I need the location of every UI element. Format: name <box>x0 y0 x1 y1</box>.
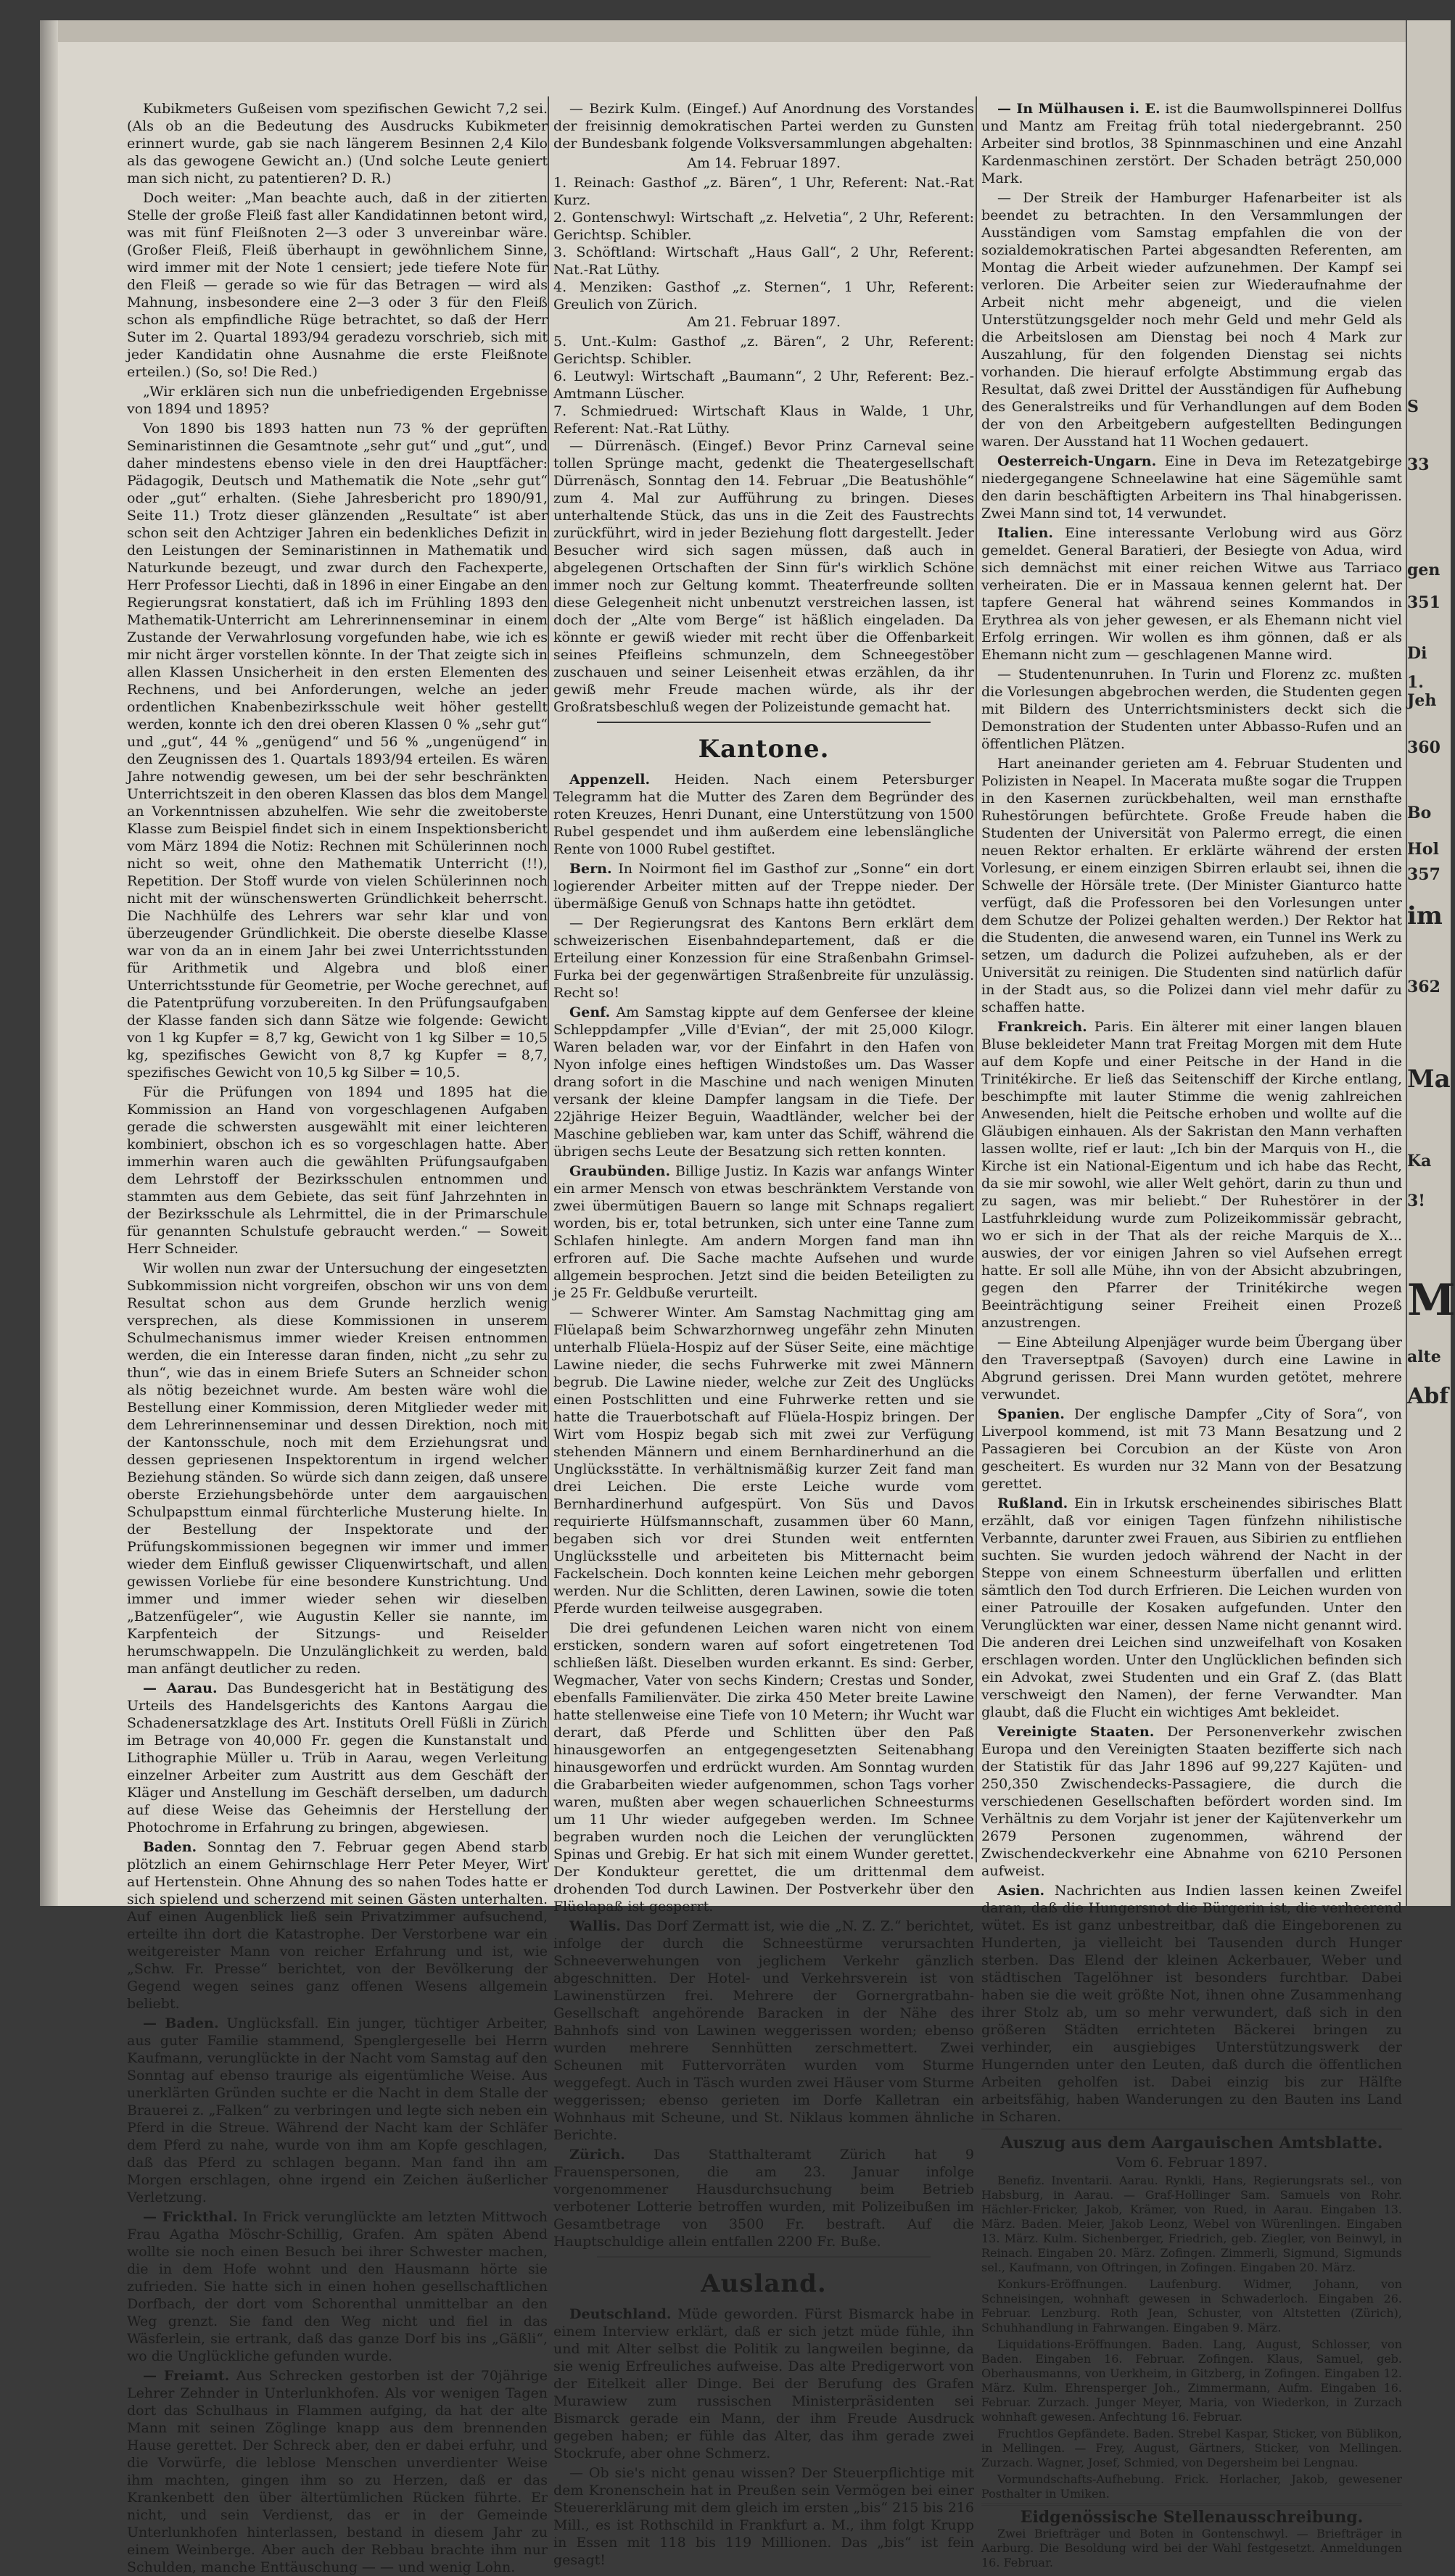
news-text: Nachrichten aus Indien lassen keinen Zweifel daran, daß die Hungersnot die Bürgerin ist, die verheerend wütet. Es ist ganz unbestreitbar, daß die Eingeborenen zu Hunderten, ja vielleicht bei Tausenden durch Hunger sterben. Das Elend der kleinen Ackerbauer, Weber und städtischen Tagelöhner ist besonders furchtbar. Dabei haben sie die weit größte Not, ihnen ohne Zusammenhang ihrer Stolz ab, um so mehr verwundert, daß sich in den größeren Städten errichteten Bäckerei bringen zu verhinder, ein ausgiebiges Unterstützungswerk der Hungernden unter den Leuten, daß durch die öffentlichen Arbeiten geholfen ist. Dabei einzig bis zur Hälfte arbeitsfähig, haben Wanderungen zu den Bauten ins Land in Scharen. <box>981 1883 1402 2125</box>
amtsblatt-entry: Vormundschafts-Aufhebung. Frick. Horlacher, Jakob, gewesener Posthalter in Umiken. <box>981 2472 1402 2501</box>
edge-fragment: Di <box>1407 644 1427 663</box>
news-text: Paris. Ein älterer mit einer langen blauen Bluse bekleideter Mann trat Freitag Morgen mit dem Hute auf dem Kopfe und einer Peitsche in der Hand in die Trinitékirche. Er ließ das Seitenschiff der Kirche entlang, beschimpfte mit lauter Stimme die wenig zahlreichen Anwesenden, hielt die Peitsche erhoben und wollte auf die Gläubigen einhauen. Als der Sakristan den Mann verhaften lassen wollte, rief er laut: „Ich bin der Marquis von H., die Kirche ist ein National-Eigentum und ich habe das Recht, da sie mir sowohl, wie aller Welt gehört, darin zu thun und zu sagen, was mir beliebt.“ Der Ruhestörer in der Lastfuhrkleidung wurde zum Polizeikommissär gebracht, wo er sich in der That als der reiche Marquis de X... auswies, der vor einigen Jahren so viel Aufsehen erregt hatte. Er soll alle Mühe, ihn von der Absicht abzubringen, gegen den Pfarrer der Trinitékirche wegen Beeinträchtigung seiner Freiheit einen Prozeß anzustrengen. <box>981 1019 1402 1331</box>
section-divider <box>597 722 931 723</box>
news-item <box>981 100 1402 187</box>
edge-fragment: 3! <box>1407 1192 1425 1210</box>
news-item <box>981 755 1402 1016</box>
meeting-item: 6. Leutwyl: Wirtschaft „Baumann“, 2 Uhr, Referent: Bez.-Amtmann Lüscher. <box>553 368 974 402</box>
news-title: — Freiamt. <box>143 2368 230 2384</box>
meeting-item: 5. Unt.-Kulm: Gasthof „z. Bären“, 2 Uhr, Referent: Gerichtsp. Schibler. <box>553 334 974 367</box>
news-title: — Aarau. <box>143 1680 218 1696</box>
news-title: — In Mülhausen i. E. <box>997 101 1161 117</box>
meeting-item: 4. Menziken: Gasthof „z. Sternen“, 1 Uhr, Referent: Greulich von Zürich. <box>553 279 974 313</box>
news-item <box>553 1304 974 1617</box>
news-item <box>981 1018 1402 1332</box>
news-title: Baden. <box>143 1839 197 1855</box>
news-item <box>127 1838 548 2012</box>
news-item <box>981 1723 1402 1880</box>
edge-fragment: Abf <box>1407 1384 1449 1409</box>
section-divider <box>597 2256 931 2258</box>
news-text: — Der Regierungsrat des Kantons Bern erklärt dem schweizerischen Eisenbahndepartement, daß er die Erteilung einer Konzession für eine Straßenbahn Grimsel-Furka bei der gegenwärtigen Straßenbreite für unzulässig. Recht so! <box>553 915 974 1001</box>
paragraph: „Wir erklären sich nun die unbefriedigenden Ergebnisse von 1894 und 1895? <box>127 384 548 417</box>
meeting-item: 1. Reinach: Gasthof „z. Bären“, 1 Uhr, Referent: Nat.-Rat Kurz. <box>553 175 974 208</box>
news-item <box>981 453 1402 522</box>
news-title: — Baden. <box>143 2015 219 2031</box>
news-title: Wallis. <box>569 1918 621 1934</box>
news-item <box>553 1917 974 2144</box>
news-text: Aus Schrecken gestorben ist der 70jährige Lehrer Zehnder in Unterlunkhofen. Als vor wenigen Tagen dort das Schulhaus in Flammen aufging, da hat der alte Mann mit seinen Zöglinge knapp aus dem brennenden Hause gerettet. Der Schreck aber, den er dabei erfuhr, und die Vorwürfe, die leblose Menschen unverdienter Weise ihm machten, gingen ihm so zu Herzen, daß er das Krankenbett den über ältertümlichen Rücken führte. Er nicht, und sein Verdienst, das er in der Gemeinde Unterlunkhofen hinterlassen, bestand in diesem Jahr zu einem Weinberge. Aber auch der Rebbau brachte ihm nur Schulden, manche Enttäuschung — — und wenig Lohn. <box>127 2368 548 2575</box>
news-text: In Noirmont fiel im Gasthof zur „Sonne“ ein dort logierender Arbeiter mitten auf der Treppe nieder. Der übermäßige Genuß von Schnaps hatte ihn getödtet. <box>553 861 974 912</box>
news-title: Graubünden. <box>569 1163 671 1179</box>
news-text: — Eine Abteilung Alpenjäger wurde beim Übergang über den Traverseptpaß (Savoyen) durch eine Lawine in Abgrund gerissen. Drei Mann wurden getötet, mehrere verwundet. <box>981 1334 1402 1403</box>
edge-fragment: M <box>1407 1275 1455 1326</box>
column-rule <box>976 96 977 1862</box>
edge-fragment: Jeh <box>1407 691 1437 710</box>
meeting-item: 2. Gontenschwyl: Wirtschaft „z. Helvetia“, 2 Uhr, Referent: Gerichtsp. Schibler. <box>553 210 974 243</box>
news-item <box>127 2208 548 2365</box>
edge-fragment: S <box>1407 397 1419 416</box>
edge-fragment: Hol <box>1407 840 1439 859</box>
news-title: Deutschland. <box>569 2306 672 2322</box>
paragraph: Von 1890 bis 1893 hatten nun 73 % der geprüften Seminaristinnen die Gesamtnote „sehr gut“ und „gut“, und daher mindestens ebenso viele in den drei Hauptfächer: Pädagogik, Deutsch und Mathematik die Note „sehr gut“ oder „gut“ erhalten. (Siehe Jahresbericht pro 1890/91, Seite 11.) Trotz dieser glänzenden „Resultate“ ist aber schon seit den Achtziger Jahren ein bedenkliches Defizit in den Leistungen der Seminaristinnen in Mathematik und Naturkunde bezeugt, und zwar durch den Fachexperte, Herr Professor Liechti, daß in 1896 in einer Eingabe an den Regierungsrat konstatiert, daß ich im Frühling 1893 den Mathematik-Unterricht am Lehrerinnenseminar in einem Zustande der Verwahrlosung vorgefunden habe, wie ich es mir nicht ärger vorstellen könnte. In der That zeigte sich in allen Klassen Unsicherheit in den ersten Elementen des Rechnens, und bei Anforderungen, welche an jeder ordentlichen Knabenbezirksschule weit höher gestellt werden, konnte ich den drei oberen Klassen 0 % „sehr gut“ und „gut“, 44 % „genügend“ und 56 % „ungenügend“ in den Zeugnissen des 1. Quartals 1893/94 erteilen. Es wären Jahre notwendig gewesen, um bei der sehr beschränkten Unterrichtszeit in den oberen Klassen das blos dem Mangel an Vorkenntnissen abzuhelfen. Wie sehr die zweitoberste Klasse zum Beispiel findet sich in einem Inspektionsbericht vom März 1894 die Notiz: Rechnen mit Schülerinnen noch nicht so weit, ohne den Mathematik Unterricht (!!), Repetition. Der Stoff wurde von vielen Schülerinnen noch nicht mit der wünschenswerten Gründlichkeit beherrscht. Die Nachhülfe des Lehrers war sehr klar und von überzeugender Gründlichkeit. Die oberste dieselbe Klasse war von da an in einem Jahr bei zwei Unterrichtsstunden für Arithmetik und Algebra und bloß einer Unterrichtsstunde für Geometrie, per Woche gerechnet, auf die Patentprüfung vorzubereiten. In den Prüfungsaufgaben der Klasse fanden sich dann Sätze wie folgende: Gewicht von 1 kg Kupfer = 8,7 kg, Gewicht von 1 kg Silber = 10,5 kg, spezifisches Gewicht von 8,7 kg Kupfer = 8,7, spezifisches Gewicht von 10,5 kg Silber = 10,5. <box>127 421 548 1081</box>
news-title: Bern. <box>569 861 612 877</box>
news-text: Eine interessante Verlobung wird aus Görz gemeldet. General Baratieri, der Besiegte von Adua, wird sich demnächst mit einer reichen Witwe aus Tarriaco verheiraten. Die er in Massaua kennen gelernt hat. Der tapfere General hat während seines Kommandos in Erythrea als von jeher gewesen, er als Ehemann nicht viel Erfolg erringen. Wir wollen es ihm gönnen, daß er als Ehemann nicht zum — geschlagenen Manne wird. <box>981 525 1402 663</box>
meeting-item: 7. Schmiedrued: Wirtschaft Klaus in Walde, 1 Uhr, Referent: Nat.-Rat Lüthy. <box>553 403 974 437</box>
news-text: Das Dorf Zermatt ist, wie die „N. Z. Z.“ berichtet, infolge der durch die Schneestürme verursachten Schneeverwehungen von jeglichem Verkehr gänzlich abgeschnitten. Der Hotel- und Verkehrsverein ist von Lawinenstürzen frei. Mehrere der Gornergratbahn-Gesellschaft angehörende Baracken in der Nähe des Bahnhofs sind von Lawinen weggerissen worden; ebenso wurden mehrere Sennhütten zerschmettert. Zwei Scheunen mit Futtervorräten wurden vom Sturme weggefegt. Auch in Täsch wurden zwei Häuser vom Sturme weggerissen; ebenso gerieten im Dorfe Kalletran ein Wohnhaus mit Scheune, und St. Niklaus kommen ähnliche Berichte. <box>553 1918 974 2143</box>
section-heading-ausland: Ausland. <box>701 2269 827 2298</box>
news-item <box>553 1163 974 1302</box>
edge-fragment: Ma <box>1407 1065 1451 1094</box>
news-text: Müde geworden. Fürst Bismarck habe in einem Interview erklärt, daß er sich jetzt müde fühle, ihn und mit Alter selbst die Politik zu langweilen beginne, da sie wenig Erfreuliches aufweise. Das alte Predigerwort von der Eitelkeit aller Dinge. Bei der Berufung des Grafen Murawiew zum russischen Ministerpräsidenten sei Bismarck gerade ein Mann, der ihm Freude Ausdruck gegeben haben; er fühle das Alter, das ihm gerade zwei Stockrufe, aber ohne Schmerz. <box>553 2306 975 2461</box>
binding-gutter <box>40 20 58 1906</box>
amtsblatt-heading: Auszug aus dem Aargauischen Amtsblatte. <box>981 2128 1402 2152</box>
section-heading-kantone: Kantone. <box>698 735 830 764</box>
edge-fragment: alte <box>1407 1347 1441 1366</box>
amtsblatt-entry: Liquidations-Eröffnungen. Baden. Lang, August, Schlosser, von Baden. Eingaben 16. Februar. Zofingen. Klaus, Samuel, geb. Oberhausmanns, von Uerkheim, in Gitzberg, in Zofingen. Eingaben 12. März. Kulm. Ehrensperger Joh., Zimmermann, Aufm. Eingaben 16. Februar. Zurzach. Junger Meyer, Maria, von Wiederkon, in Zurzach wohnhaft gewesen. Anfechtung 16. Februar. <box>981 2337 1402 2424</box>
edge-fragment: 362 <box>1407 978 1440 996</box>
news-text: Billige Justiz. In Kazis war anfangs Winter ein armer Mensch von etwas beschränktem Verstande von zwei übermütigen Bauern so lange mit Schnaps regaliert worden, bis er, total betrunken, sich unter eine Tanne zum Schlafen hinlegte. Am andern Morgen fand man ihn erfroren auf. Die Sache machte Aufsehen und wurde allgemein besprochen. Jetzt sind die beiden Beteiligten zu je 25 Fr. Geldbuße verurteilt. <box>553 1163 974 1301</box>
column-rule <box>548 96 549 1862</box>
news-title: Rußland. <box>997 1495 1068 1511</box>
edge-fragment: im <box>1407 901 1443 930</box>
newspaper-page <box>40 20 1455 2575</box>
meeting-item: 3. Schöftland: Wirtschaft „Haus Gall“, 2 Uhr, Referent: Nat.-Rat Lüthy. <box>553 244 974 278</box>
news-text: Der englische Dampfer „City of Sora“, von Liverpool kommend, ist mit 73 Mann Besatzung und 2 Passagieren bei Corcubion an der Küste von Aron gescheitert. Es wurden nur 32 Mann von der Besatzung gerettet. <box>981 1406 1402 1492</box>
column-3 <box>981 100 1402 2569</box>
amtsblatt-date: Vom 6. Februar 1897. <box>1116 2155 1268 2171</box>
edge-fragment: Bo <box>1407 804 1432 822</box>
amtsblatt-entry: Benefiz. Inventarii. Aarau. Rynkli, Hans, Regierungsrats sel., von Habsburg, in Aarau. — Graf-Hollinger Sam. Samuels von Rohr. Hächler-Fricker, Jakob, Krämer, von Rued, in Aarau. Eingaben 13. März. Baden. Meier, Jakob Leonz, Webel von Würenlingen. Eingaben 13. März. Kulm. Sichenberger, Friedrich, geb. Ziegler, von Beinwyl, in Reinach. Eingaben 20. März. Zofingen. Zimmerli, Sigmund, Sigmunds sel., Kaufmann, von Oftringen, in Zofingen. Eingaben 20. März. <box>981 2174 1402 2274</box>
news-title: Vereinigte Staaten. <box>997 1724 1155 1740</box>
news-item <box>553 860 974 912</box>
edge-fragment: 1. <box>1407 673 1424 692</box>
news-title: Spanien. <box>997 1406 1065 1422</box>
news-item <box>127 1680 548 1836</box>
stellen-heading: Eidgenössische Stellenausschreibung. <box>981 2503 1402 2525</box>
page-top-margin <box>58 20 1407 42</box>
news-text: Am Samstag kippte auf dem Genfersee der kleine Schleppdampfer „Ville d'Evian“, der mit 25,000 Kilogr. Waren beladen war, vor der Einfahrt in den Hafen von Nyon infolge eines heftigen Windstoßes um. Das Wasser drang sofort in die Maschine und nach wenigen Minuten versank der kleine Dampfer langsam in die Tiefe. Der 22jährige Heizer Beguin, Waadtländer, welcher bei der Maschine geblieben war, kam unter das Schiff, während die übrigen sechs Leute der Besatzung sich retten konnten. <box>553 1004 974 1160</box>
stellen-text: Zwei Briefträger und Boten in Gontenschwyl. — Briefträger in Aarburg. Die Besoldung wird bei der Wahl festgesetzt. Anmeldungen 16. Februar. <box>981 2527 1402 2569</box>
news-title: Frankreich. <box>997 1019 1087 1035</box>
amtsblatt-entry: Konkurs-Eröffnungen. Laufenburg. Widmer, Johann, von Schneisingen, wohnhaft gewesen in Schwaderloch. Eingaben 26. Februar. Lenzburg. Roth Jean, Schuster, von Altstetten (Zürich), Schuhhandlung in Fahrwangen. Eingaben 9. März. <box>981 2277 1402 2334</box>
column-1 <box>127 100 548 2575</box>
meeting-date: Am 21. Februar 1897. <box>687 314 841 330</box>
news-title: — Frickthal. <box>143 2209 238 2225</box>
news-title: Asien. <box>997 1883 1045 1899</box>
news-text: Unglücksfall. Ein junger, tüchtiger Arbeiter, aus guter Familie stammend, Spenglergeselle bei Herrn Kaufmann, verunglückte in der Nacht vom Samstag auf den Sonntag auf ebenso traurige als eigentümliche Weise. Aus unerklärten Gründen suchte er die Nacht in dem Stalle der Brauerei z. „Falken“ zu verbringen und legte sich neben ein Pferd in die Streue. Während der Nacht kam der Schläfer dem Pferd zu nahe, wurde von ihm am Kopfe geschlagen, daß das Pferd zu schlagen begann. Man fand ihn am Morgen erschlagen, ohne irgend ein Zeichen äußerlicher Verletzung. <box>127 2015 548 2205</box>
news-text: ist die Baumwollspinnerei Dollfus und Mantz am Freitag früh total niedergebrannt. 250 Arbeiter sind brotlos, 38 Spinnmaschinen und eine Anzahl Kardenmaschinen zerstört. Der Schaden beträgt 250,000 Mark. <box>981 101 1402 186</box>
news-text: — Schwerer Winter. Am Samstag Nachmittag ging am Flüelapaß beim Schwarzhornweg ungefähr zehn Minuten unterhalb Flüela-Hospiz auf der Süser Seite, eine mächtige Lawine nieder, die sechs Fuhrwerke mit zwei Männern begrub. Die Lawine nieder, welche zur Zeit des Unglücks einen Postschlitten und eine Fuhrwerke retten und sie hatte die Trauerbotschaft auf Flüela-Hospiz bringen. Der Wirt vom Hospiz begab sich mit zwei zur Verfügung stehenden Männern und einem Bernhardinerhund an die Unglücksstätte. In verhältnismäßig kurzer Zeit fand man drei Leichen. Die erste Leiche wurde vom Bernhardinerhund aufgespürt. Von Süs und Davos requirierte Hülfsmannschaft, zusammen über 60 Mann, begaben sich vor drei Stunden weit entfernten Unglücksstelle und arbeiteten bis Mitternacht beim Fackelschein. Doch konnten keine Leichen mehr geborgen werden. Nur die Schlitten, deren Lawinen, sowie die toten Pferde wurden teilweise ausgegraben. <box>553 1305 974 1617</box>
news-item <box>981 666 1402 753</box>
news-item <box>981 524 1402 664</box>
edge-fragment: Ka <box>1407 1152 1432 1171</box>
paragraph: Für die Prüfungen von 1894 und 1895 hat die Kommission an Hand von vorgeschlagenen Aufgaben gerade die schwersten ausgewählt mit einer leichteren kombiniert, obschon ich es so vorgeschlagen hatte. Aber immerhin waren auch die gewählten Prüfungsaufgaben dem Lehrstoff der Bezirksschulen entnommen und stammten aus dem Gebiete, das seit fünf Jahrzehnten in der Bezirksschule als Lehrmittel, die in der Primarschule für genannten Schulstufe gebraucht werden.“ — Soweit Herr Schneider. <box>127 1084 548 1257</box>
edge-fragment: 357 <box>1407 865 1440 884</box>
edge-fragment: 360 <box>1407 738 1440 757</box>
news-text: Heiden. Nach einem Petersburger Telegramm hat die Mutter des Zaren dem Begründer des roten Kreuzes, Henri Dunant, eine Unterstützung von 1500 Rubel gespendet und ihm außerdem eine lebenslängliche Rente von 1000 Rubel gestiftet. <box>553 772 975 857</box>
news-item <box>553 1619 974 1915</box>
amtsblatt-entry: Fruchtlos Gepfändete. Baden. Strebel Kaspar, Sticker, von Büblikon, in Mellingen. — Frey, August, Gärtners, Sticker, von Mellingen. Zurzach. Wagner, Josef, Schmied, von Degersheim bei Lengnau. <box>981 2427 1402 2469</box>
news-text: Das Bundesgericht hat in Bestätigung des Urteils des Handelsgerichts des Kantons Aargau die Schadenersatzklage des Art. Instituts Orell Füßli in Zürich im Betrage von 40,000 Fr. gegen die Kunstanstalt und Lithographie Müller u. Trüb in Aarau, wegen Verleitung einzelner Arbeiter zum Austritt aus dem Geschäft der Kläger und Anstellung im Geschäft derselben, um dadurch auf diese Weise das Geheimnis der Herstellung der Photochrome in Erfahrung zu bringen, abgewiesen. <box>127 1680 548 1836</box>
news-title: Zürich. <box>569 2147 625 2163</box>
news-item <box>553 915 974 1002</box>
news-text: Die drei gefundenen Leichen waren nicht von einem ersticken, sondern waren auf sofort eingetretenen Tod schließen läßt. Dieselben wurden erkannt. Es sind: Gerber, Wegmacher, Vater von sechs Kindern; Crestas und Sonder, ebenfalls Familienväter. Die zirka 450 Meter breite Lawine hatte stellenweise eine Tiefe von 10 Metern; ihr Wucht war derart, daß Pferde und Schlitten über den Paß hinausgeworfen an entgegengesetzten Seitenabhang hinausgeworfen und erdrückt wurden. Am Sonntag wurden die Grabarbeiten wieder aufgenommen, schon Tags vorher waren, mußten aber wegen schauerlichen Schneesturms um 11 Uhr wieder aufgegeben werden. Im Schnee begraben wurden noch die Leichen der verunglückten Spinas und Grebig. Er hat sich mit einem Wunder gerettet. Der Kondukteur gerettet, die um drittenmal dem drohenden Tod durch Lawinen. Der Postverkehr über den Flüelapaß ist gesperrt. <box>553 1620 974 1915</box>
news-text: Sonntag den 7. Februar gegen Abend starb plötzlich an einem Gehirnschlage Herr Peter Meyer, Wirt auf Hertenstein. Ohne Ahnung des so nahen Todes hatte er sich spielend und scherzend mit seinen Gästen unterhalten. Auf einen Augenblick ließ sein Privatzimmer aufsuchend, erteilte ihn dort die Katastrophe. Der Verstorbene war ein weitgereister Mann von reicher Erfahrung und ist, wie „Schw. Fr. Presse“ berichtet, von der Bevölkerung der Gegend wegen seines ganz offenen Wesens allgemein beliebt. <box>127 1839 548 2012</box>
meeting-list <box>553 333 974 437</box>
edge-fragment: 33 <box>1407 455 1430 474</box>
news-text: Hart aneinander gerieten am 4. Februar Studenten und Polizisten in Neapel. In Macerata mußte sogar die Truppen in den Kasernen zurückbehalten, weil man ernsthafte Ruhestörungen befürchtete. Große Freude haben die Studenten der Universität von Palermo erregt, die einen neuen Rektor erhalten. Er erklärte während der ersten Vorlesung, er einem einzigen Sbirren erlaubt sei, ihnen die Schwelle der Hörsäle trete. (Der Minister Gianturco hatte verfügt, daß die Professoren bei den Vorlesungen unter dem Schutze der Polizei gehalten werden.) Der Rektor hat die Studenten, die anwesend waren, ein Tunnel ins Werk zu setzen, um dadurch die Polizei aufzuheben, als er der Universität zu reinigen. Die Studenten sind natürlich dafür in der Stadt aus, so die Polizei dann viel mehr dafür zu schaffen hatte. <box>981 756 1402 1015</box>
news-text: Das Statthalteramt Zürich hat 9 Frauenspersonen, die am 23. Januar infolge vorgenommener Hausdurchsuchung beim Betrieb verbotener Lotterie betroffen wurden, mit Polizeibußen im Gesamtbetrage von 3500 Fr. bestraft. Auf die Hauptschuldige allein entfallen 2200 Fr. Buße. <box>553 2147 974 2250</box>
news-item <box>553 2305 974 2462</box>
news-item <box>981 1334 1402 1403</box>
news-item <box>981 189 1402 450</box>
news-text: — Studentenunruhen. In Turin und Florenz zc. mußten die Vorlesungen abgebrochen werden, die Studenten gegen mit Bildern des Unterrichtsministers deckt sich die Demonstration der Studenten unter Abbasso-Rufen und an öffentlichen Plätzen. <box>981 666 1402 752</box>
duerrenaesch-notice: — Dürrenäsch. (Eingef.) Bevor Prinz Carneval seine tollen Sprünge macht, gedenkt die Theatergesellschaft Dürrenäsch, Sonntag den 14. Februar „Die Beatushöhle“ zum 4. Mal zur Aufführung zu bringen. Dieses unterhaltende Stück, das uns in die Zeit des Faustrechts zurückführt, wird in jeder Beziehung flott dargestellt. Jeder Besucher wird sich sagen müssen, daß auch in abgelegenen Ortschaften der Sinn für's wirklich Schöne immer noch zur Geltung kommt. Theaterfreunde sollten diese Gelegenheit nicht unbenutzt verstreichen lassen, ist doch der „Alte vom Berge“ ist häßlich eingeladen. Da könnte er gewiß wieder mit recht über die Offenbarkeit seines Pfeifleins schmunzeln, dem Schneegestöber zuschauen und seiner Leisenheit etwas erzählen, da ihr gewiß mehr Freude machen würde, als ihr der Großratsbeschluß wegen der Polizeistunde gemacht hat. <box>553 438 974 715</box>
paragraph: Kubikmeters Gußeisen vom spezifischen Gewicht 7,2 sei. (Als ob an die Bedeutung des Ausdrucks Kubikmeter erinnert wurde, gab sie nach längerem Besinnen 2,4 Kilo als das gewogene Gewicht an.) (Und solche Leute geniert man sich nicht, zu patentieren? D. R.) <box>127 101 548 186</box>
news-item: — Ob sie's nicht genau wissen? Der Steuerpflichtige mit dem Kronenschein hat in Preußen sein Vermögen bei einer Steuererklärung mit dem gleich im ersten „bis“ 215 bis 216 Mill., es ist Rothschild in Frankfurt a. M., ihm folgt Krupp in Essen mit 118 bis 119 Millionen. Das „bis“ ist fein gesagt! <box>553 2465 974 2568</box>
news-title: Italien. <box>997 525 1053 541</box>
meeting-date: Am 14. Februar 1897. <box>687 155 841 171</box>
news-item <box>981 1405 1402 1493</box>
news-item <box>981 1495 1402 1721</box>
news-item <box>553 771 974 858</box>
news-text: Ein in Irkutsk erscheinendes sibirisches Blatt erzählt, daß vor einigen Tagen fünfzehn nihilistische Verbannte, darunter zwei Frauen, aus Sibirien zu entfliehen suchten. Sie wurden jedoch während der Nacht in der Steppe von einem Schneesturm überfallen und erlitten sämtlich den Tod durch Erfrieren. Die Leichen wurden von einer Patrouille der Kosaken aufgefunden. Unter den Verunglückten war einer, dessen Name nicht genannt wird. Die anderen drei Leichen sind unzweifelhaft von Kosaken erschlagen worden. Unter den Unglücklichen befinden sich ein Advokat, zwei Studenten und ein Graf Z. (das Blatt verschweigt den Namen), der ferne Verwandter. Man glaubt, daß die Flucht ein wichtiges Amt bekleidet. <box>981 1495 1402 1720</box>
news-item <box>127 2367 548 2576</box>
news-text: Eine in Deva im Retezatgebirge niedergegangene Schneelawine hat eine Sägemühle samt den darin beschäftigten Arbeitern ins Thal hinabgerissen. Zwei Mann sind tot, 14 verwundet. <box>981 453 1402 521</box>
edge-fragment: 351 <box>1407 593 1440 612</box>
meeting-list <box>553 174 974 313</box>
news-title: Appenzell. <box>569 772 651 788</box>
next-page-edge <box>1406 20 1455 1906</box>
column-2 <box>553 100 975 2568</box>
news-title: Genf. <box>569 1004 611 1020</box>
paragraph: Wir wollen nun zwar der Untersuchung der eingesetzten Subkommission nicht vorgreifen, obschon wir uns von dem Resultat schon aus dem Grunde herzlich wenig versprechen, als diese Kommissionen in unserem Schulmechanismus immer wieder Kreisen entnommen werden, die ein Interesse daran finden, nicht „zu sehr zu thun“, wie das in einem Briefe Suters an Schneider schon als nötig bezeichnet wurde. Am besten wäre wohl die Bestellung einer Kommission, deren Mitglieder weder mit dem Lehrerinnenseminar und dessen Direktion, noch mit der Kantonsschule, noch mit dem Erziehungsrat und dessen gepriesenen Inspektorentum in irgend welcher Beziehung ständen. So würde sich dann zeigen, daß unsere oberste Erziehungsbehörde unter dem aargauischen Schulpapsttum einmal fürchterliche Musterung hielte. In der Bestellung der Inspektorate und der Prüfungskommissionen begegnen wir immer und immer wieder dem Einfluß gewisser Cliquenwirtschaft, und allen gewissen Vorliebe für eine besondere Kunstrichtung. Und immer und immer wieder sehen wir dieselben „Batzenfügeler“, wie Augustin Keller sie nannte, im Karpfenteich der Sitzungs- und Reiselder herumschwappeln. Die Unzulänglichkeit zu werden, bald man anfängt deutlicher zu reden. <box>127 1260 548 1677</box>
news-item <box>553 1004 974 1160</box>
news-text: Der Personenverkehr zwischen Europa und den Vereinigten Staaten bezifferte sich nach der Statistik für das Jahr 1896 auf 99,227 Kajüten- und 250,350 Zwischendecks-Passagiere, die durch die verschiedenen Gesellschaften befördert worden sind. Im Verhältnis zu dem Vorjahr ist jener der Kajütenverkehr um 2679 Personen zugenommen, während der Zwischendeckverkehr eine Abnahme von 6210 Personen aufweist. <box>981 1724 1402 1879</box>
news-item <box>981 1882 1402 2126</box>
news-item <box>553 2146 974 2250</box>
news-text: — Der Streik der Hamburger Hafenarbeiter ist als beendet zu betrachten. In den Versammlungen der Ausständigen vom Samstag empfahlen die von der sozialdemokratischen Partei abgesandten Referenten, am Montag die Arbeit wieder aufzunehmen. Der Kampf sei verloren. Die Arbeiter seien zur Wiederaufnahme der Arbeit nicht mehr abgeneigt, und die vielen Unterstützungsgelder noch mehr Geld und mehr Geld als die Arbeitslosen am Dienstag bei noch 4 Mark zur Auszahlung, für den folgenden Dienstag sei nichts vorhanden. Die hierauf erfolgte Abstimmung ergab das Resultat, daß zwei Drittel der Ausständigen für Aufhebung des Generalstreiks und für Verhandlungen auf dem Boden der von den Arbeitgebern aufgestellten Bedingungen waren. Der Ausstand hat 11 Wochen gedauert. <box>981 190 1402 450</box>
bezirk-kulm-intro: — Bezirk Kulm. (Eingef.) Auf Anordnung des Vorstandes der freisinnig demokratischen Partei werden zu Gunsten der Bundesbank folgende Volksversammlungen abgehalten: <box>553 101 974 152</box>
news-item <box>127 2015 548 2206</box>
news-title: Oesterreich-Ungarn. <box>997 453 1157 469</box>
edge-fragment: gen <box>1407 561 1440 579</box>
paragraph: Doch weiter: „Man beachte auch, daß in der zitierten Stelle der große Fleiß fast aller Kandidatinnen betont wird, was mit fünf Fleißnoten 2—3 oder 3 unvereinbar wäre. (Großer Fleiß, Fleiß überhaupt in gewöhnlichem Sinne, wird immer mit der Note 1 censiert; jede tiefere Note für den Fleiß — gerade so wie für das Betragen — wird als Mahnung, insbesondere eine 2—3 oder 3 für den Fleiß schon als empfindliche Rüge betrachtet, so daß der Herr Suter im 2. Quartal 1893/94 geradezu vorschrieb, sich mit jeder Kandidatin ohne Ausnahme die erste Fleißnote erteilen.) (So, so! Die Red.) <box>127 190 548 380</box>
news-text: In Frick verunglückte am letzten Mittwoch Frau Agatha Möschr-Schillig, Grafen. Am späten Abend wollte sie noch einen Besuch bei ihrer Schwester machen, die in dem Hofe wohnt und den Hausmann hörte sie zufrieden. Sie hatte sich in einen hohen gesellschaftlichen Dorfbach, der dort vom Schorenthal unmittelbar an den Weg grenzt. Sie fand den Weg nicht und fiel in das Wäsferlein, sie ertrank, daß das ganze Dorf bis ins „Gäßli“, wo die Unglückliche gefunden wurde. <box>127 2209 548 2364</box>
